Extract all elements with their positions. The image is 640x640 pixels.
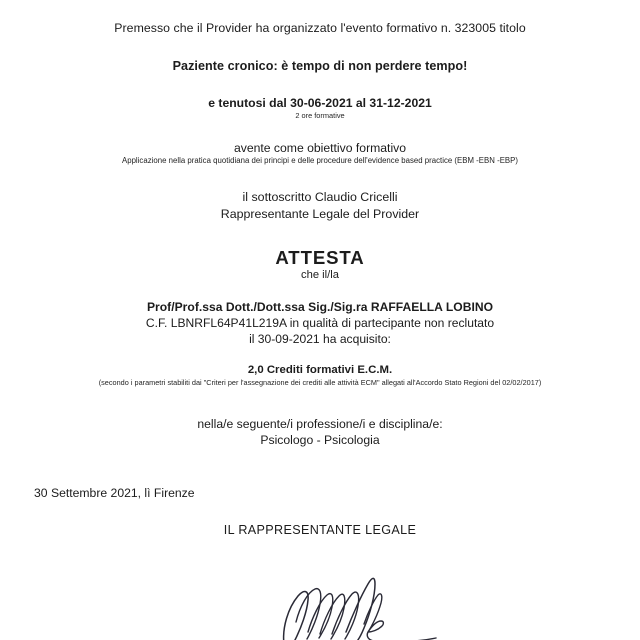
signer-role: Rappresentante Legale del Provider [220, 207, 420, 221]
objective-text: Applicazione nella pratica quotidiana dei principi e delle procedure dell'evidence based practice (EBM -EBN -EBP) [122, 156, 518, 165]
event-title: Paziente cronico: è tempo di non perdere tempo! [172, 59, 468, 73]
credits-note: (secondo i parametri stabiliti dai "Criteri per l'assegnazione dei crediti alle attività ECM" allegati all'Accordo Stato Regioni del 02/02/2017) [98, 378, 542, 387]
participant-name-line: Prof/Prof.ssa Dott./Dott.ssa Sig./Sig.ra RAFFAELLA LOBINO [146, 300, 494, 314]
attesta-heading: ATTESTA [275, 247, 365, 268]
che-il-la-text: che il/la [301, 269, 339, 281]
event-dates: e tenutosi dal 30-06-2021 al 31-12-2021 [208, 96, 432, 110]
premessa-text: Premesso che il Provider ha organizzato l'evento formativo n. 323005 titolo [114, 21, 526, 35]
profession-value: Psicologo - Psicologia [260, 433, 380, 447]
credits-value: 2,0 Crediti formativi E.C.M. [247, 364, 393, 376]
profession-label: nella/e seguente/i professione/i e disciplina/e: [197, 417, 443, 431]
signer-name: il sottoscritto Claudio Cricelli [242, 190, 398, 204]
event-hours: 2 ore formative [295, 111, 345, 120]
place-and-date: 30 Settembre 2021, lì Firenze [34, 486, 195, 500]
fiscal-code-line: C.F. LBNRFL64P41L219A in qualità di partecipante non reclutato [145, 316, 495, 330]
representative-caption: IL RAPPRESENTANTE LEGALE [223, 523, 417, 537]
acquisition-date-line: il 30-09-2021 ha acquisito: [249, 332, 391, 346]
objective-label: avente come obiettivo formativo [233, 141, 407, 155]
signature-mark [268, 562, 468, 640]
